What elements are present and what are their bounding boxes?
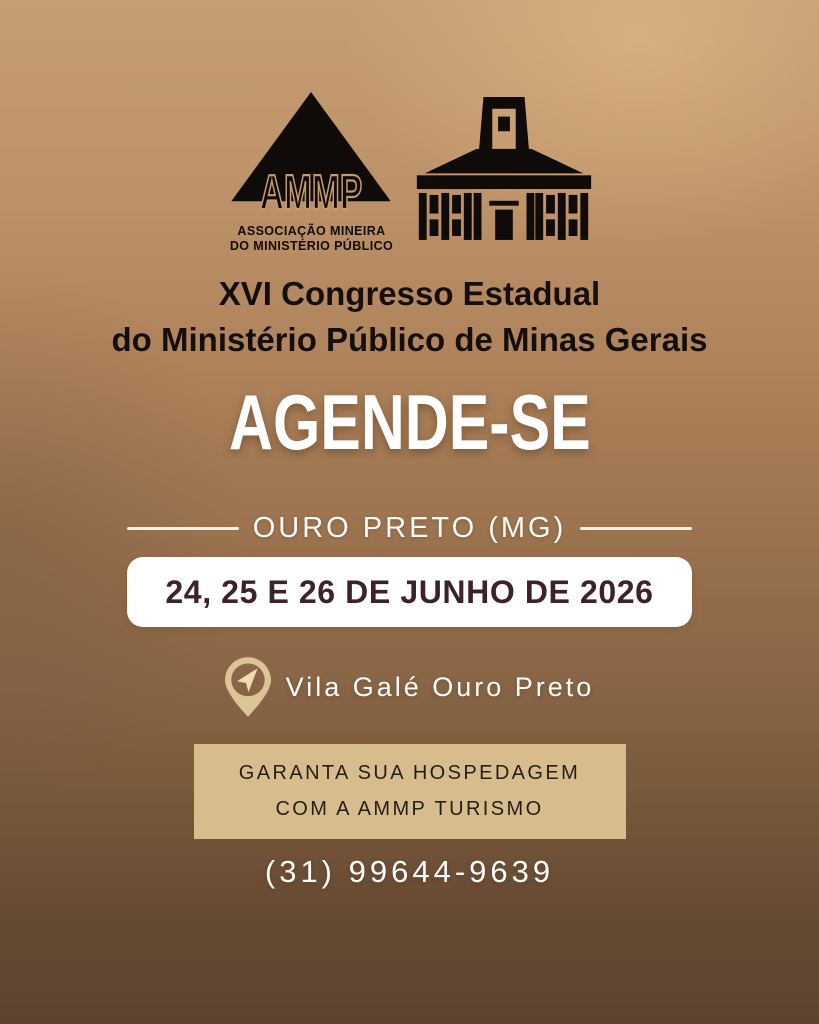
venue-label: Vila Galé Ouro Preto <box>285 671 595 702</box>
cta-box <box>194 744 626 839</box>
logo-row <box>0 0 819 253</box>
city-divider <box>127 512 692 545</box>
ammp-triangle-icon <box>224 90 399 218</box>
date-pill <box>127 557 692 627</box>
ammp-caption <box>223 224 401 253</box>
phone-number: (31) 99644-9639 <box>264 854 555 890</box>
divider-line-left <box>127 527 239 530</box>
ammp-caption-line2: DO MINISTÉRIO PÚBLICO <box>229 238 394 253</box>
city-label: OURO PRETO (MG) <box>252 512 567 545</box>
building-logo <box>411 93 597 247</box>
ammp-monogram: AMMP <box>259 165 363 218</box>
event-title-line2: do Ministério Público de Minas Gerais <box>111 320 708 358</box>
ammp-caption-line1: ASSOCIAÇÃO MINEIRA <box>237 224 386 238</box>
venue-row <box>0 657 819 717</box>
headline-block <box>0 380 819 472</box>
date-text: 24, 25 E 26 DE JUNHO DE 2026 <box>165 573 654 610</box>
headline-agende-se: AGENDE-SE <box>228 378 591 467</box>
cta-line2: COM A AMMP TURISMO <box>275 798 544 821</box>
cta-line1: GARANTA SUA HOSPEDAGEM <box>238 762 581 785</box>
classical-building-icon <box>411 93 597 242</box>
location-pin-icon <box>225 657 271 717</box>
ammp-logo <box>223 90 401 253</box>
divider-line-right <box>580 527 692 530</box>
event-title-line1: XVI Congresso Estadual <box>218 275 601 312</box>
event-title <box>0 271 819 362</box>
